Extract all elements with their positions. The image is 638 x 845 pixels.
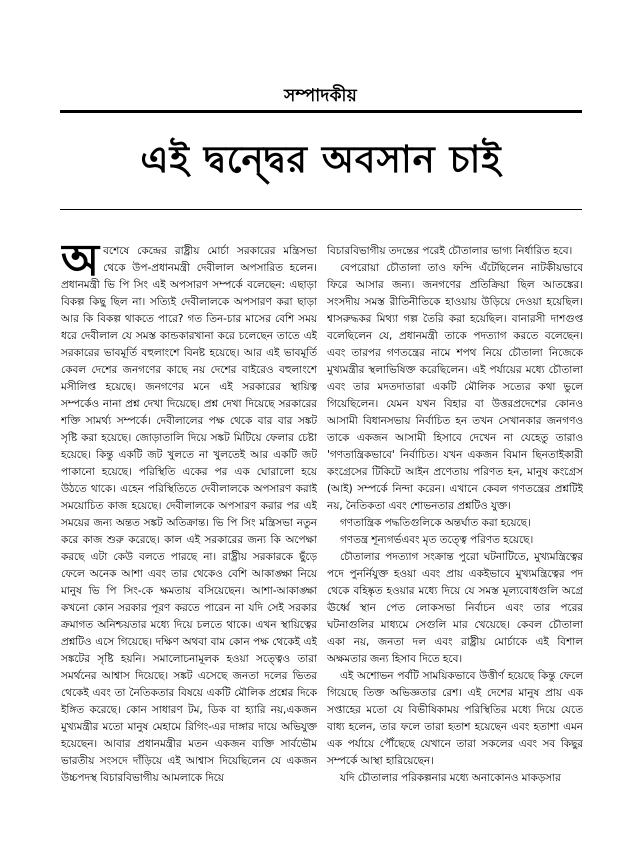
article-column-right: [327, 243, 583, 825]
section-label-editorial: সম্পাদকীয়: [283, 86, 358, 106]
article-line: গণতান্ত্রিক পদ্ধতিগুলিকে অন্তর্ঘাত করা হয়েছে।: [340, 517, 531, 529]
editorial-headline: এই দ্বন্দ্বের অবসান চাই: [140, 138, 502, 181]
header-rule-top: [60, 110, 582, 113]
article-paragraph: যদি চৌতালার পরিকল্পনার মধ্যে অনাকোনও মাকড়সার: [340, 772, 561, 784]
article-paragraph: বিচারবিভাগীয় তদন্তের পরেই চৌতালার ভাগ্য নির্ধারিত হবে।: [327, 245, 573, 257]
article-column-left: [61, 243, 317, 825]
article-paragraph: [61, 243, 317, 787]
article-line: গণতন্ত্র শূন্যগর্ভএবং মৃত তত্ত্বে পরিণত হয়েছে।: [340, 534, 534, 546]
header-rule-bottom: [60, 209, 582, 210]
article-paragraph: এই অশোভন পর্বটি সাময়িকভাবে উত্তীর্ণ হয়েছে কিন্তু ফেলে গিয়েছে তিক্ত অভিজ্ঞতার রেশ। এই দেশের মানুষ প্রায় এক সপ্তাহের মতো যে বিভীষিকাময় পরিস্থিতির মধ্যে দিয়ে যেতে বাধ্য হলেন, তার ফলে তারা হতাশ হয়েছেন এবং হতাশা এমন এক পর্যায়ে পৌঁছেছে যেখানে তারা সকলের এবং সব কিছুর সম্পর্কে আস্থা হারিয়েছেন।: [327, 670, 583, 767]
drop-cap: অ: [61, 243, 100, 286]
paragraph-text: বশেষে কেন্দ্রের রাষ্ট্রীয় মোর্চা সরকারের মন্ত্রিসভা থেকে উপ-প্রধানমন্ত্রী দেবীলাল অপসারিত হলেন। প্রধানমন্ত্রী ভি পি সিং এই অপসারণ সম্পর্কে বলেছেন: এছাড়া বিকল্প কিছু ছিল না। সত্যিই দেবীলালকে অপসারণ করা ছাড়া আর কি বিকল্প থাকতে পারে? গত তিন-চার মাসের বেশি সময় ধরে দেবীলাল যে সমস্ত কান্ডকারখানা করে চলেছেন তাতে এই সরকারের ভাবমূর্তি বহুলাংশে বিনষ্ট হয়েছে। আর এই ভাবমূর্তি কেবল দেশের জনগণের কাছে নয় দেশের বাইরেও বহুলাংশে মসীলিপ্ত হয়েছে। জনগণের মনে এই সরকারের স্থায়িত্ব সম্পর্কেও নানা প্রশ্ন দেখা দিয়েছে। প্রশ্ন দেখা দিয়েছে সরকারের শক্তি সামর্থ্য সম্পর্কে। দেবীলালের পক্ষ থেকে বার বার সঙ্কট সৃষ্টি করা হয়েছে। জোড়াতালি দিয়ে সঙ্কট মিটিয়ে ফেলার চেষ্টা হয়েছে। কিন্তু একটি জট খুলতে না খুলতেই আর একটি জট পাকানো হয়েছে। পরিস্থিতি একের পর এক ঘোরালো হয়ে উঠতে থাকে। এহেন পরিস্থিতিতে দেবীলালকে অপসারণ করাই সময়োচিত কাজ হয়েছে। দেবীলালকে অপসারণ করার পর এই সময়ের জন্য অন্তত সঙ্কট অতিক্রান্ত। ভি পি সিং মন্ত্রিসভা নতুন করে কাজ শুরু করেছে। কাল এই সরকারের জন্য কি অপেক্ষা করছে এটা কেউ বলতে পারছে না। রাষ্ট্রীয় সরকারকে ছুঁড়ে ফেলে অনেক আশা এবং তার থেকেও বেশি আকাঙ্ক্ষা নিয়ে মানুষ ভি পি সিং-কে ক্ষমতায় বসিয়েছেন। আশা-আকাঙ্ক্ষা কখনো কোন সরকার পূরণ করতে পারেন না যদি সেই সরকার ক্রমাগত অনিশ্চয়তার মধ্যে দিয়ে চলতে থাকে। এখন স্থায়িত্বের প্রশ্নটিও এসে গিয়েছে। দক্ষিণ অথবা বাম কোন পক্ষ থেকেই এই সঙ্কটের সৃষ্টি হয়নি। সমালোচনামূলক হওয়া সত্ত্বেও তারা সমর্থনের আশ্বাস দিয়েছে। সঙ্কট এসেছে জনতা দলের ভিতর থেকেই এবং তা নৈতিকতার বিষয়ে একটি মৌলিক প্রশ্নের দিকে ইঙ্গিত করেছে। কোন সাধারণ টম, ডিক বা হ্যারি নয়,একজন মুখ্যমন্ত্রীর মতো মানুষ মেহামে রিগিং-এর দাঙ্গার দায়ে অভিযুক্ত হয়েছেন। আবার প্রধানমন্ত্রীর মতন একজন ব্যক্তি সার্বভৌম ভারতীয় সংসদে দাঁড়িয়ে এই আশ্বাস দিয়েছিলেন যে একজন উচ্চপদস্থ বিচারবিভাগীয় আমলাকে দিয়ে: [61, 245, 317, 784]
article-paragraph: চৌতালার পদত্যাগ সংক্রান্ত পুরো ঘটনাটিতে, মুখ্যমন্ত্রিত্বের পদে পুনর্নিযুক্ত হওয়া এবং প্রায় একইভাবে মুখ্যমন্ত্রিত্বের পদ থেকে বহিষ্কৃত হওয়ার মধ্যে দিয়ে যে সমস্ত মূল্যবোধগুলি অগ্রে ঊর্ধ্বে স্থান পেত লোকসভা নির্বাচন এবং তার পরের ঘটনাগুলির মাধ্যমে সেগুলি মার খেয়েছে। কেবল চৌতালা একা নয়, জনতা দল এবং রাষ্ট্রীয় মোর্চাকে এই বিশাল অক্ষমতার জন্য হিসাব দিতে হবে।: [327, 551, 583, 665]
article-paragraph: বেপরোয়া চৌতালা তাও ফন্দি এঁটেছিলেন নাটকীয়ভাবে ফিরে আসার জন্য। জনগণের প্রতিক্রিয়া ছিল আতঙ্কের। সংসদীয় সমস্ত রীতিনীতিকে হাওয়ায় উড়িয়ে দেওয়া হয়েছিল। শ্বাসরুদ্ধকর মিথ্যা গল্প তৈরি করা হয়েছিল। বানারসী দাশগুপ্ত বলেছিলেন যে, প্রধানমন্ত্রী তাকে পদত্যাগ করতে বলেছেন। এবং তারপর গণতন্ত্রের নামে শপথ নিয়ে চৌতালা নিজেকে মুখ্যমন্ত্রীর স্থলাভিষিক্ত করেছিলেন। এই পর্যায়ের মধ্যে চৌতালা এবং তার মদতদাতারা একটি মৌলিক সত্যের কথা ভুলে গিয়েছিলেন। যেমন যখন বিহার বা উত্তরপ্রদেশের কোনও আসামী বিধানসভায় নির্বাচিত হন তখন সেখানকার জনগণও তাকে একজন আসামী হিসাবে দেখেন না যেহেতু তারাও 'গণতান্ত্রিকভাবে' নির্বাচিত। যখন একজন বিমান ছিনতাইকারী কংগ্রেসের টিকিটে আইন প্রণেতায় পরিণত হন, মানুষ কংগ্রেস (আই) সম্পর্কে নিন্দা করেন। এখানে কেবল গণতন্ত্রের প্রশ্নটিই নয়, নৈতিকতা এবং শোভনতার প্রশ্নটিও যুক্ত।: [327, 262, 583, 512]
